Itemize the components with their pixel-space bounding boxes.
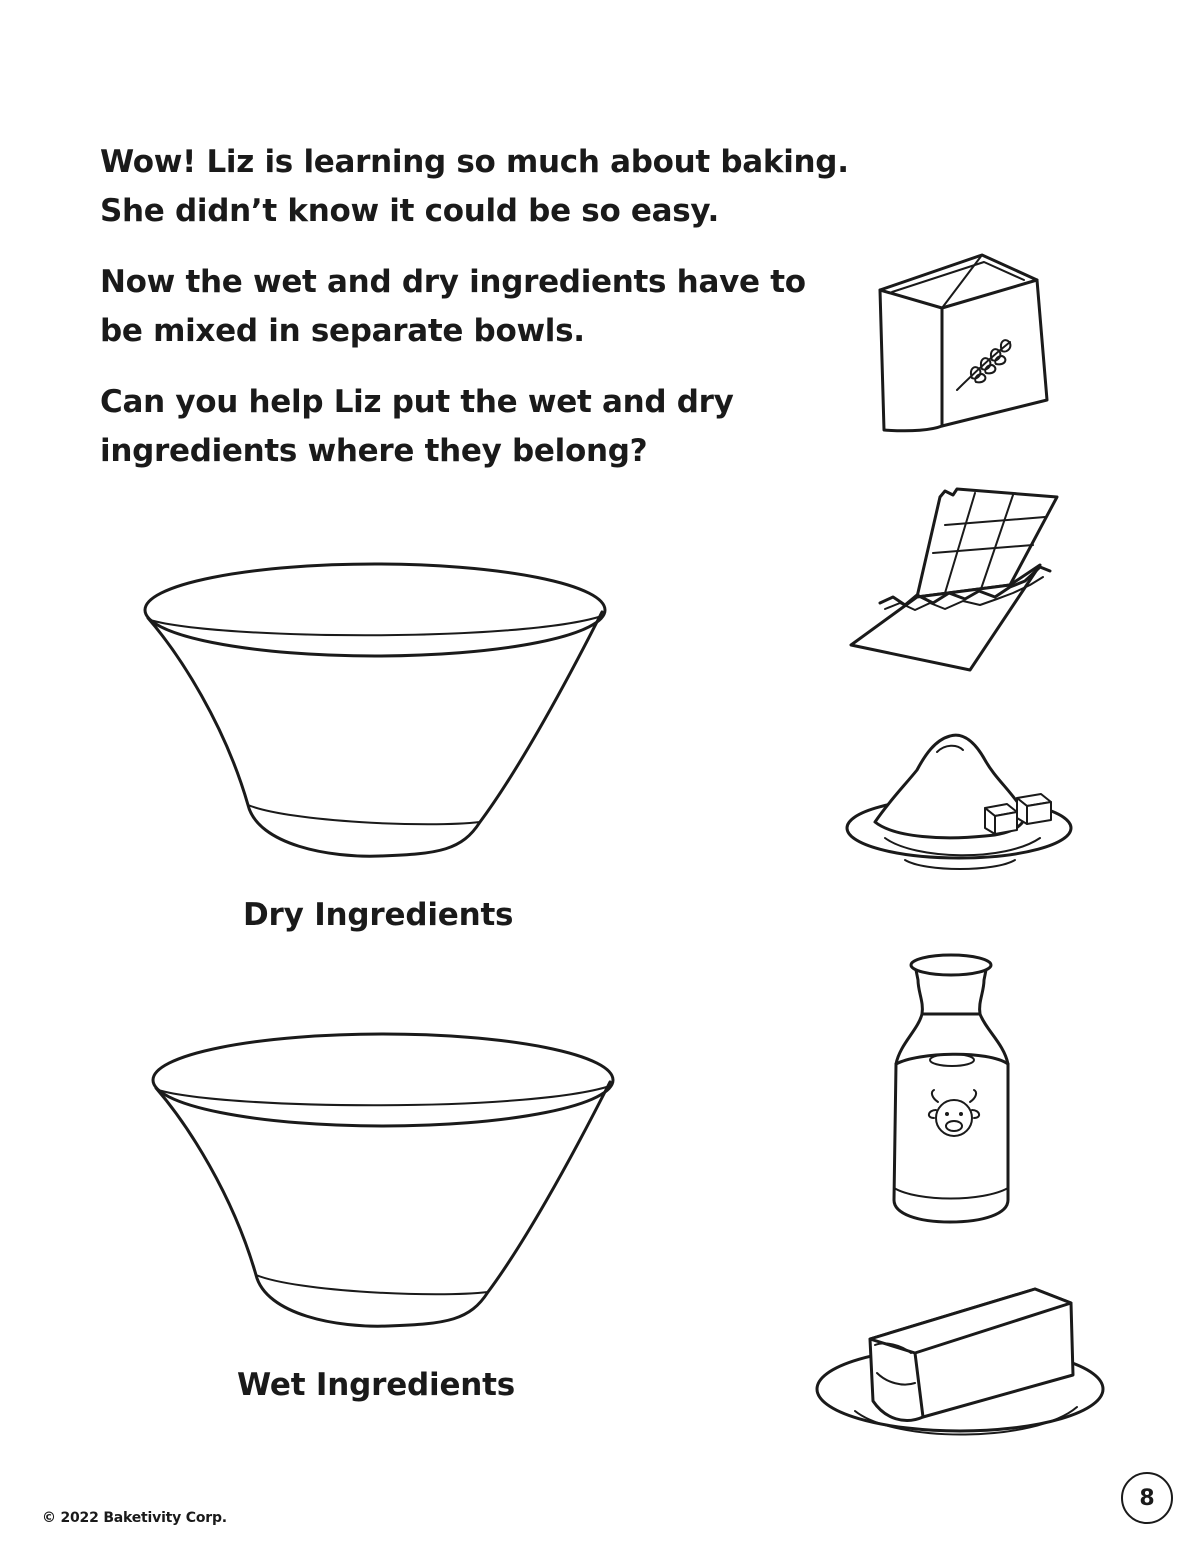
- intro-paragraph-3: [100, 378, 860, 476]
- intro-paragraph-2: [100, 258, 860, 356]
- copyright-notice: © 2022 Baketivity Corp.: [42, 1510, 227, 1526]
- wet-ingredients-bowl[interactable]: [148, 1030, 618, 1335]
- intro-line: ingredients where they belong?: [100, 433, 648, 469]
- intro-line: be mixed in separate bowls.: [100, 313, 585, 349]
- intro-line: Wow! Liz is learning so much about baking.: [100, 144, 849, 180]
- page-number: 8: [1139, 1485, 1155, 1511]
- intro-line: Can you help Liz put the wet and dry: [100, 384, 734, 420]
- dry-ingredients-bowl[interactable]: [140, 560, 610, 865]
- flour-bag-icon[interactable]: [872, 250, 1052, 440]
- intro-paragraph-1: [100, 138, 860, 236]
- chocolate-bar-icon[interactable]: [845, 485, 1065, 675]
- intro-line: Now the wet and dry ingredients have to: [100, 264, 806, 300]
- butter-stick-icon[interactable]: [815, 1283, 1107, 1453]
- intro-line: She didn’t know it could be so easy.: [100, 193, 719, 229]
- sugar-plate-icon[interactable]: [845, 730, 1077, 875]
- milk-bottle-icon[interactable]: [888, 952, 1016, 1227]
- page-number-badge: [1121, 1472, 1173, 1524]
- wet-ingredients-label: Wet Ingredients: [237, 1367, 516, 1403]
- instructions: [100, 138, 860, 498]
- dry-ingredients-label: Dry Ingredients: [243, 897, 514, 933]
